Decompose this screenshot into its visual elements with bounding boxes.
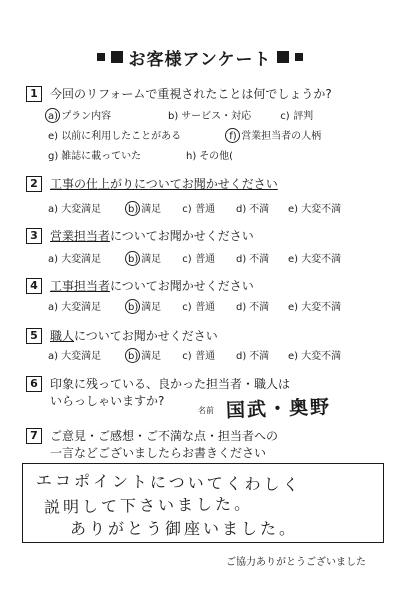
q1-options-row-1 [48, 110, 388, 124]
question-number: 4 [26, 278, 42, 294]
selected-circle-icon [125, 299, 140, 314]
comment-line-2: 説明して下さいました。 [43, 494, 254, 517]
question-number: 2 [26, 176, 42, 192]
title-square-right-icon [277, 51, 289, 63]
rating-option-c[interactable]: c) 普通 [182, 254, 216, 265]
rating-option-a[interactable]: a) 大変満足 [48, 254, 102, 265]
q1-option-h[interactable]: h) その他( [186, 151, 234, 162]
rating-option-e[interactable]: e) 大変不満 [288, 351, 342, 362]
title-square-left-icon [111, 51, 123, 63]
q1-options-row-2 [48, 130, 388, 144]
rating-option-c[interactable]: c) 普通 [182, 351, 216, 362]
selected-circle-icon [125, 201, 140, 216]
q1-options-row-3 [48, 150, 388, 164]
rating-option-d[interactable]: d) 不満 [236, 302, 270, 313]
question-text: 工事の仕上がりについてお聞かせください [50, 177, 278, 191]
rating-option-e[interactable]: e) 大変不満 [288, 204, 342, 215]
rating-option-c[interactable]: c) 普通 [182, 302, 216, 313]
comment-line-3: ありがとう御座いました。 [70, 519, 299, 538]
question-number: 3 [26, 228, 42, 244]
selected-circle-icon [225, 128, 240, 143]
q1-option-b[interactable]: b) サービス・対応 [168, 111, 252, 122]
survey-title-row [0, 44, 400, 70]
name-label: 名前 [198, 406, 214, 415]
q1-option-e[interactable]: e) 以前に利用したことがある [48, 131, 182, 142]
rating-option-b[interactable]: b) 満足 [128, 203, 161, 217]
q1-option-g[interactable]: g) 雑誌に載っていた [48, 151, 142, 162]
rating-option-b[interactable]: b) 満足 [128, 350, 161, 364]
q2-rating-row [48, 203, 388, 217]
question-number: 5 [26, 328, 42, 344]
rating-option-a[interactable]: a) 大変満足 [48, 302, 102, 313]
question-number: 1 [26, 86, 42, 102]
q3-rating-row [48, 253, 388, 267]
rating-option-c[interactable]: c) 普通 [182, 204, 216, 215]
question-number: 7 [26, 428, 42, 444]
thank-you-note: ご協力ありがとうございました [226, 557, 366, 568]
comment-line-1: エコポイントについてくわしく [35, 470, 302, 495]
question-text-line-1: 印象に残っている、良かった担当者・職人は [50, 377, 291, 391]
rating-option-d[interactable]: d) 不満 [236, 204, 270, 215]
rating-option-e[interactable]: e) 大変不満 [288, 254, 342, 265]
q5-rating-row [48, 350, 388, 364]
question-text: 職人についてお聞かせください [50, 329, 218, 343]
q4-rating-row [48, 301, 388, 315]
handwritten-name[interactable]: 国武・奥野 [225, 396, 332, 422]
q1-option-c[interactable]: c) 評判 [280, 111, 314, 122]
question-text: 営業担当者についてお聞かせください [50, 229, 254, 243]
rating-option-b[interactable]: b) 満足 [128, 301, 161, 315]
survey-title: お客様アンケート [128, 49, 272, 70]
rating-option-e[interactable]: e) 大変不満 [288, 302, 342, 313]
selected-circle-icon [125, 251, 140, 266]
question-text: 今回のリフォームで重視されたことは何でしょうか? [50, 87, 332, 101]
question-text-line-2: いらっしゃいますか? [50, 394, 165, 408]
rating-option-a[interactable]: a) 大変満足 [48, 351, 102, 362]
question-number: 6 [26, 376, 42, 392]
selected-circle-icon [125, 348, 140, 363]
q1-option-f[interactable]: f) 営業担当者の人柄 [228, 130, 321, 144]
q1-option-a[interactable]: a) プラン内容 [48, 110, 111, 124]
title-square-small-left-icon [97, 53, 105, 61]
rating-option-d[interactable]: d) 不満 [236, 254, 270, 265]
selected-circle-icon [45, 108, 60, 123]
question-text: 工事担当者についてお聞かせください [50, 279, 254, 293]
rating-option-d[interactable]: d) 不満 [236, 351, 270, 362]
question-text-line-2: 一言などございましたらお書きください [50, 446, 267, 460]
title-square-small-right-icon [295, 53, 303, 61]
question-text-line-1: ご意見・ご感想・ご不満な点・担当者への [50, 429, 279, 443]
rating-option-a[interactable]: a) 大変満足 [48, 204, 102, 215]
rating-option-b[interactable]: b) 満足 [128, 253, 161, 267]
